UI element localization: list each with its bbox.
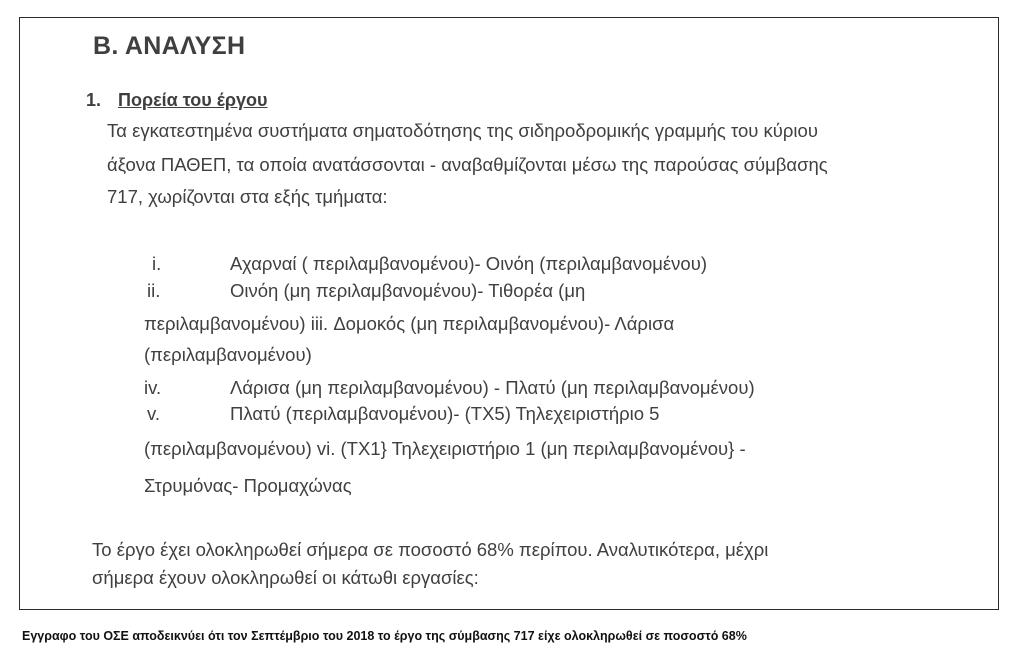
- list-item-iv: Λάρισα (μη περιλαμβανομένου) - Πλατύ (μη περιλαμβανομένου): [230, 377, 755, 398]
- list-item-ii: Οινόη (μη περιλαμβανομένου)- Τιθορέα (μη: [230, 280, 586, 301]
- document-scan: [19, 17, 999, 610]
- list-marker-ii: ii.: [147, 280, 161, 301]
- list-marker-iv: iv.: [144, 377, 162, 398]
- intro-line-2: άξονα ΠΑΘΕΠ, τα οποία ανατάσσονται - αναβαθμίζονται μέσω της παρούσας σύμβασης: [107, 154, 828, 175]
- intro-line-3: 717, χωρίζονται στα εξής τμήματα:: [107, 186, 388, 207]
- closing-line-1: Το έργο έχει ολοκληρωθεί σήμερα σε ποσοστό 68% περίπου. Αναλυτικότερα, μέχρι: [92, 539, 769, 560]
- section-heading: Β. ΑΝΑΛΥΣΗ: [93, 32, 246, 60]
- list-marker-i: i.: [152, 253, 162, 274]
- subsection-heading: [86, 90, 267, 111]
- list-item-ii-continued: περιλαμβανομένου) iii. Δομοκός (μη περιλαμβανομένου)- Λάρισα: [144, 313, 675, 334]
- list-marker-v: v.: [147, 403, 161, 424]
- list-item-vi-continued: Στρυμόνας- Προμαχώνας: [144, 475, 352, 496]
- list-item-v: Πλατύ (περιλαμβανομένου)- (ΤΧ5) Τηλεχειριστήριο 5: [230, 403, 660, 424]
- subsection-title: Πορεία του έργου: [118, 90, 268, 110]
- image-caption: Εγγραφο του ΟΣΕ αποδεικνύει ότι τον Σεπτέμβριο του 2018 το έργο της σύμβασης 717 είχε ολοκληρωθεί σε ποσοστό 68%: [22, 629, 747, 643]
- intro-line-1: Τα εγκατεστημένα συστήματα σηματοδότησης της σιδηροδρομικής γραμμής του κύριου: [107, 120, 818, 141]
- closing-line-2: σήμερα έχουν ολοκληρωθεί οι κάτωθι εργασίες:: [92, 567, 479, 588]
- list-item-i: Αχαρναί ( περιλαμβανομένου)- Οινόη (περιλαμβανομένου): [230, 253, 707, 274]
- subsection-number: 1.: [86, 90, 102, 110]
- list-item-v-continued: (περιλαμβανομένου) vi. (ΤΧ1} Τηλεχειριστήριο 1 (μη περιλαμβανομένου} -: [144, 438, 746, 459]
- list-item-iii-continued: (περιλαμβανομένου): [144, 344, 312, 365]
